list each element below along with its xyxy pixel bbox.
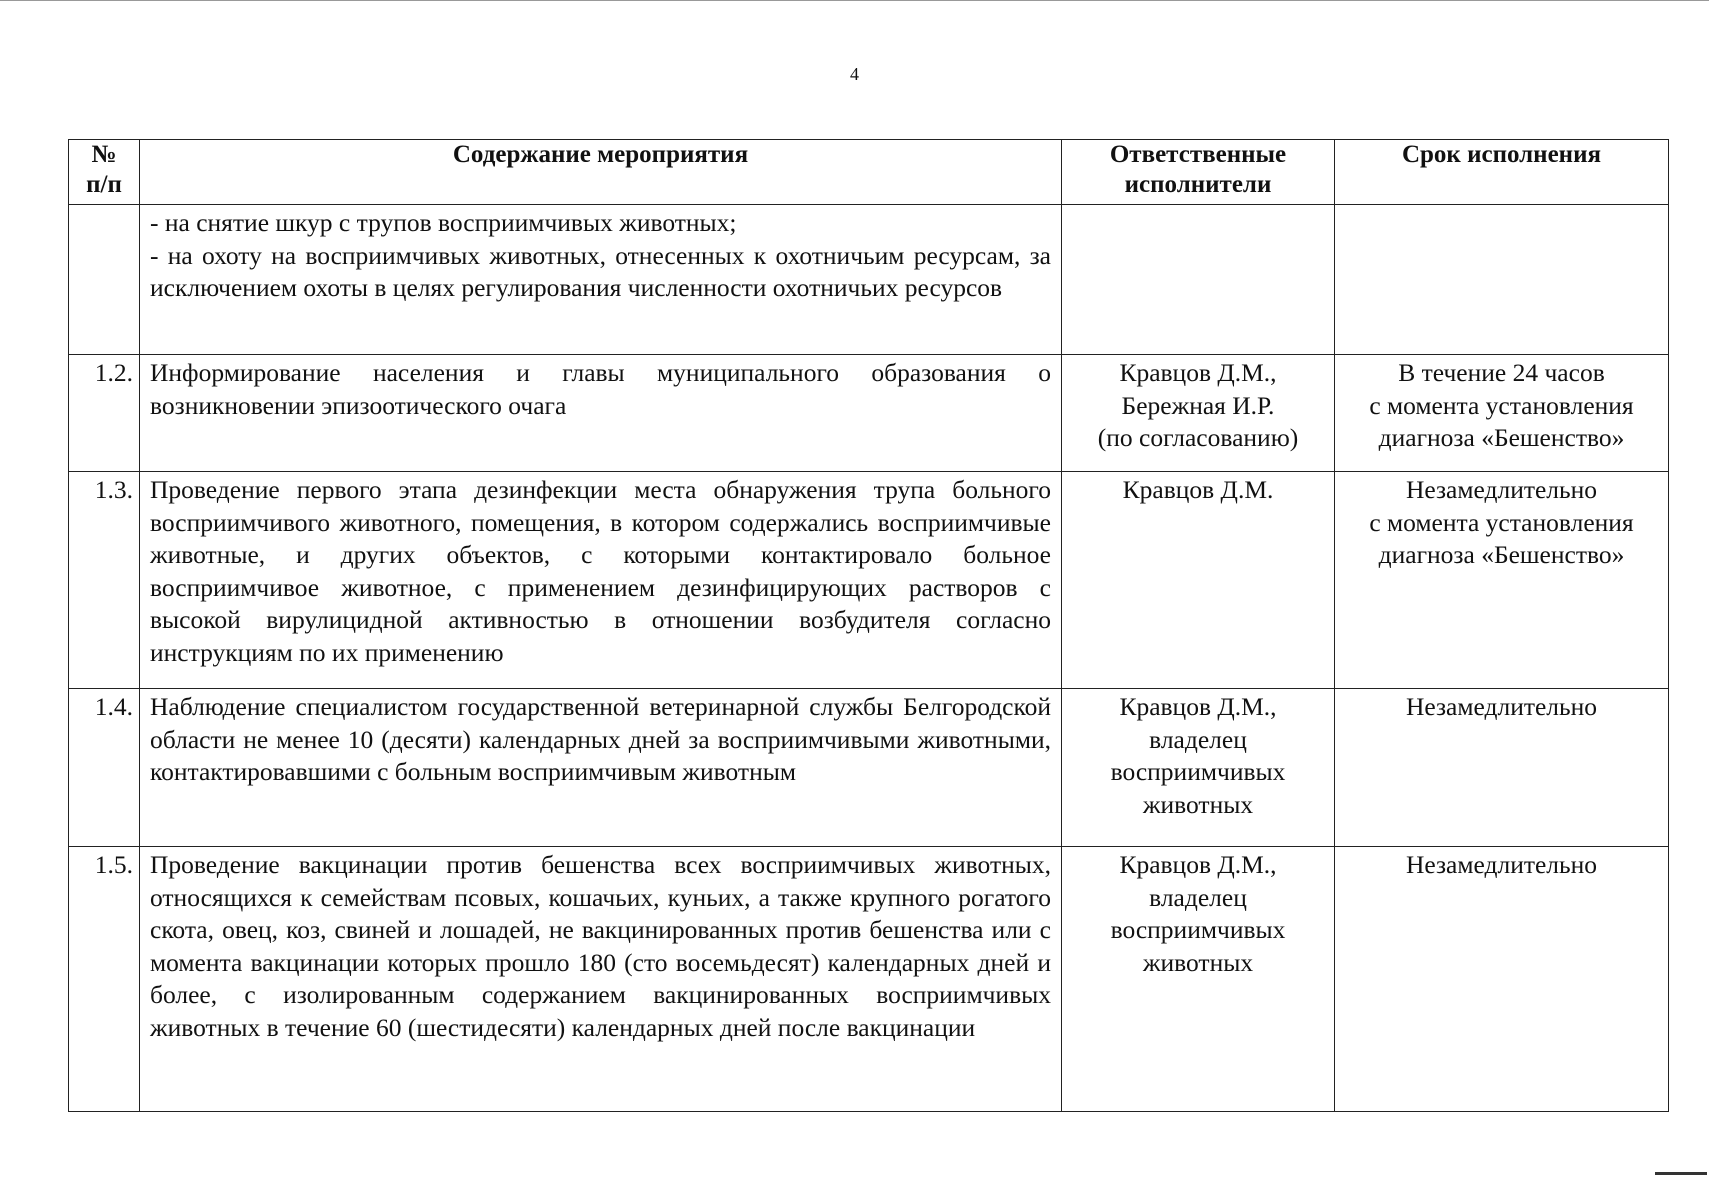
term-line: Незамедлительно xyxy=(1405,850,1598,879)
row-num: 1.4. xyxy=(69,689,140,847)
row-term xyxy=(1335,472,1669,689)
table-row xyxy=(69,847,1669,1112)
responsible-line: животных xyxy=(1142,947,1254,977)
row-term xyxy=(1335,205,1669,355)
row-responsible xyxy=(1062,355,1335,472)
page-number: 4 xyxy=(850,64,859,84)
responsible-line: (по согласованию) xyxy=(1097,423,1299,452)
header-content: Содержание мероприятия xyxy=(140,140,1062,205)
table-row xyxy=(69,355,1669,472)
responsible-line: восприимчивых xyxy=(1110,915,1286,944)
responsible-line: Кравцов Д.М., xyxy=(1119,692,1277,721)
term-line: Незамедлительно xyxy=(1405,692,1598,721)
row-content-paragraph: Проведение вакцинации против бешенства всех восприимчивых животных, относящихся к семействам псовых, кошачьих, куньих, а также крупного рогатого скота, овец, коз, свиней и лошадей, не вакцинированных против бешенства или с момента вакцинации которых прошло 180 (сто восемьдесят) календарных дней и более, с изолированным содержанием вакцинированных восприимчивых животных в течение 60 (шестидесяти) календарных дней после вакцинации xyxy=(150,850,1051,1042)
responsible-line: Кравцов Д.М., xyxy=(1119,850,1277,879)
responsible-line: восприимчивых xyxy=(1110,757,1286,786)
responsible-line: Кравцов Д.М., xyxy=(1119,358,1277,387)
row-term xyxy=(1335,847,1669,1112)
term-line: В течение 24 часов xyxy=(1398,358,1605,387)
term-line: с момента установления xyxy=(1369,507,1634,537)
row-content xyxy=(140,205,1062,355)
row-content-paragraph: Наблюдение специалистом государственной ветеринарной службы Белгородской области не менее 10 (десяти) календарных дней за восприимчивыми животными, контактировавшими с больным восприимчивым животным xyxy=(150,692,1051,786)
term-line: с момента установления xyxy=(1369,390,1634,420)
row-responsible xyxy=(1062,689,1335,847)
header-num-line2: п/п xyxy=(86,171,122,198)
row-term xyxy=(1335,355,1669,472)
table-row xyxy=(69,689,1669,847)
row-content xyxy=(140,472,1062,689)
row-responsible xyxy=(1062,205,1335,355)
row-content-paragraph: Проведение первого этапа дезинфекции места обнаружения трупа больного восприимчивого животного, помещения, в котором содержались восприимчивые животные, и других объектов, с которыми контактировало больное восприимчивое животное, с применением дезинфицирующих растворов с высокой вирулицидной активностью в отношении возбудителя согласно инструкциям по их применению xyxy=(150,475,1051,667)
row-content xyxy=(140,689,1062,847)
row-num: 1.2. xyxy=(69,355,140,472)
row-content xyxy=(140,355,1062,472)
table-row xyxy=(69,472,1669,689)
responsible-line: владелец xyxy=(1149,724,1247,754)
header-term: Срок исполнения xyxy=(1335,140,1669,205)
header-num-line1: № xyxy=(91,141,117,168)
table-row xyxy=(69,205,1669,355)
row-content-paragraph: Информирование населения и главы муниципального образования о возникновении эпизоотического очага xyxy=(150,358,1051,420)
term-line: диагноза «Бешенство» xyxy=(1378,423,1625,452)
responsible-line: владелец xyxy=(1149,882,1247,912)
header-responsible xyxy=(1062,140,1335,205)
table-header-row xyxy=(69,140,1669,205)
row-responsible xyxy=(1062,472,1335,689)
row-num: 1.3. xyxy=(69,472,140,689)
header-responsible-line1: Ответственные xyxy=(1109,141,1287,168)
row-responsible xyxy=(1062,847,1335,1112)
row-num xyxy=(69,205,140,355)
scan-edge-top xyxy=(0,0,1709,1)
responsible-line: животных xyxy=(1142,789,1254,819)
term-line: Незамедлительно xyxy=(1405,475,1598,504)
header-responsible-line2: исполнители xyxy=(1124,171,1272,198)
row-num: 1.5. xyxy=(69,847,140,1112)
scan-edge-mark xyxy=(1655,1172,1707,1175)
responsible-line: Бережная И.Р. xyxy=(1121,390,1275,420)
row-content xyxy=(140,847,1062,1112)
row-content-paragraph: - на охоту на восприимчивых животных, отнесенных к охотничьим ресурсам, за исключением охоты в целях регулирования численности охотничьих ресурсов xyxy=(150,240,1051,302)
term-line: диагноза «Бешенство» xyxy=(1378,540,1625,569)
row-content-paragraph: - на снятие шкур с трупов восприимчивых животных; xyxy=(150,208,737,237)
header-num xyxy=(69,140,140,205)
row-term xyxy=(1335,689,1669,847)
measures-table xyxy=(68,139,1669,1112)
responsible-line: Кравцов Д.М. xyxy=(1122,475,1274,504)
